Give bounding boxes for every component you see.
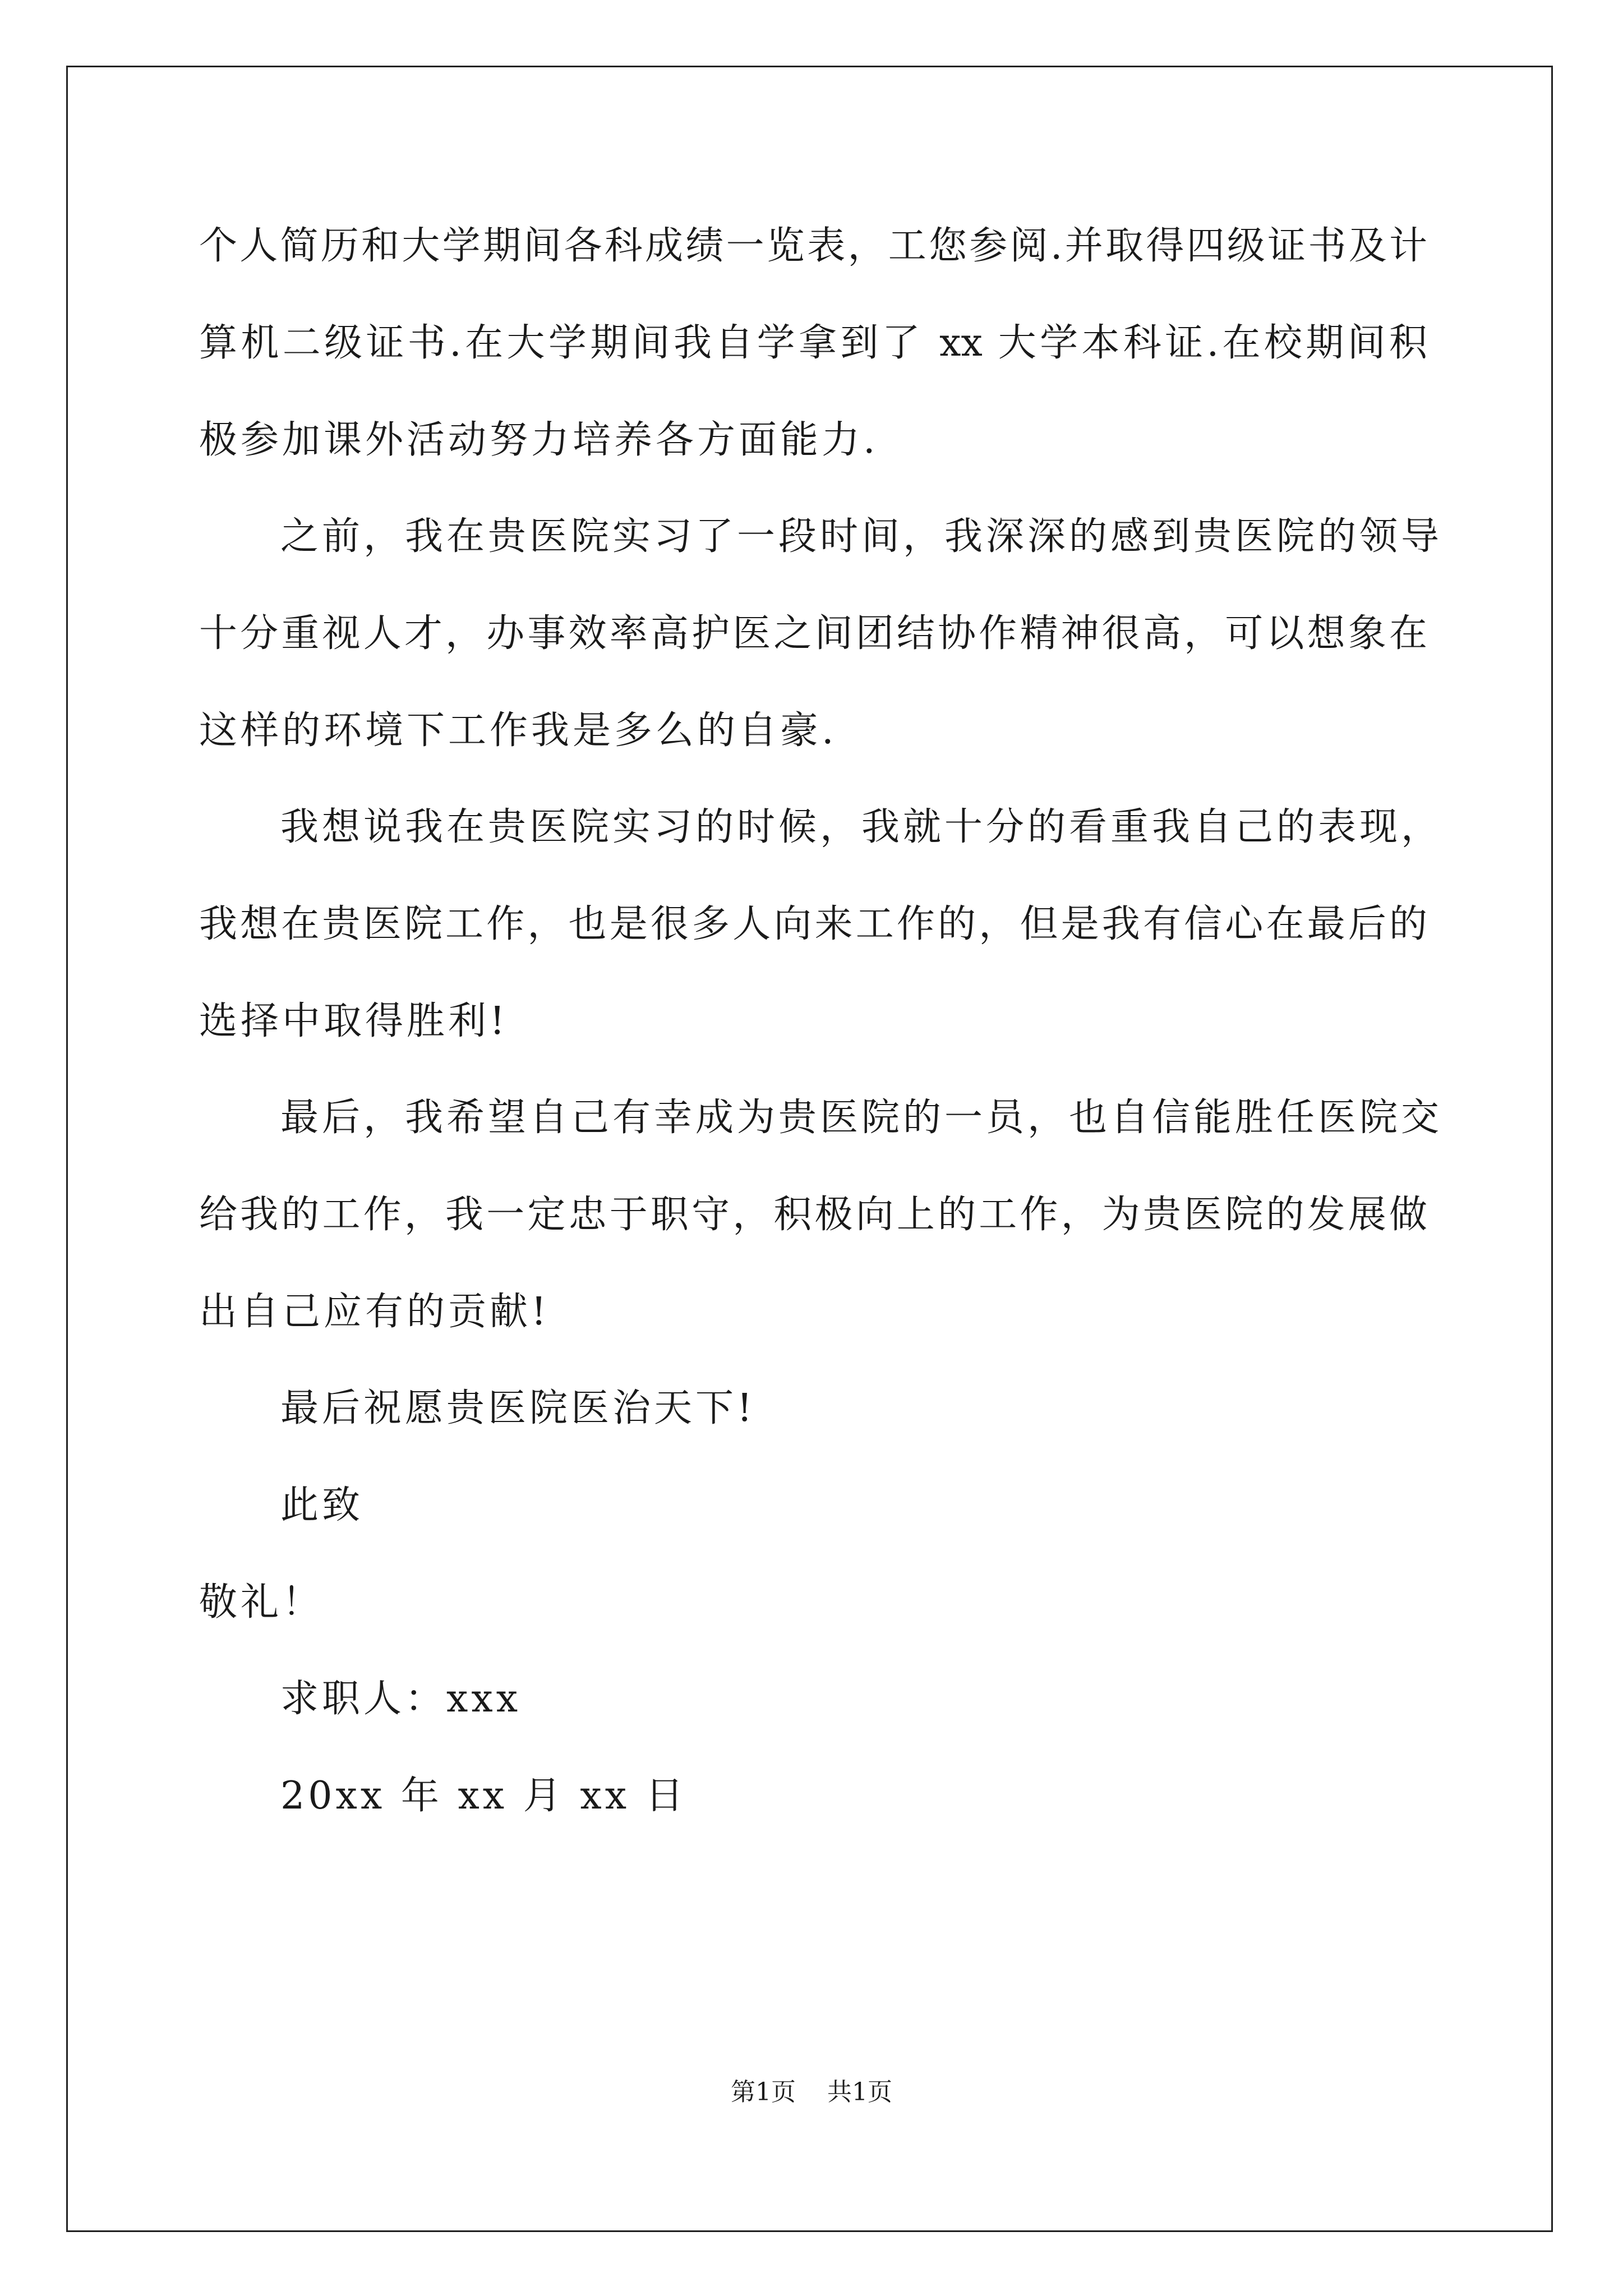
body-line-2: 算机二级证书.在大学期间我自学拿到了 xx 大学本科证.在校期间积 — [199, 321, 1427, 365]
paragraph-4-line-3: 出自己应有的贡献! — [199, 1290, 550, 1334]
paragraph-2-line-1: 之前，我在贵医院实习了一段时间，我深深的感到贵医院的领导 — [280, 514, 1443, 559]
page-footer — [0, 2076, 1623, 2109]
salutation-cizhi: 此致 — [280, 1483, 364, 1527]
page-border — [66, 66, 1553, 2232]
paragraph-2-line-3: 这样的环境下工作我是多么的自豪. — [199, 708, 837, 753]
paragraph-4-line-1: 最后，我希望自己有幸成为贵医院的一员，也自信能胜任医院交 — [280, 1096, 1443, 1140]
page-number: 第1页 — [731, 2078, 796, 2106]
body-line-3: 极参加课外活动努力培养各方面能力. — [199, 418, 879, 462]
paragraph-2-line-2: 十分重视人才，办事效率高护医之间团结协作精神很高，可以想象在 — [199, 611, 1427, 656]
applicant-signature: 求职人：xxx — [280, 1677, 522, 1721]
letter-date: 20xx 年 xx 月 xx 日 — [280, 1774, 687, 1818]
paragraph-3-line-3: 选择中取得胜利! — [199, 999, 509, 1043]
paragraph-4-line-2: 给我的工作，我一定忠于职守，积极向上的工作，为贵医院的发展做 — [199, 1193, 1427, 1237]
paragraph-3-line-1: 我想说我在贵医院实习的时候，我就十分的看重我自己的表现， — [280, 805, 1443, 849]
closing-wish: 最后祝愿贵医院医治天下! — [280, 1386, 756, 1430]
page-total: 共1页 — [827, 2078, 892, 2106]
salutation-jingli: 敬礼！ — [199, 1580, 324, 1625]
paragraph-3-line-2: 我想在贵医院工作，也是很多人向来工作的，但是我有信心在最后的 — [199, 902, 1427, 946]
body-line-1: 个人简历和大学期间各科成绩一览表，工您参阅.并取得四级证书及计 — [199, 224, 1427, 268]
